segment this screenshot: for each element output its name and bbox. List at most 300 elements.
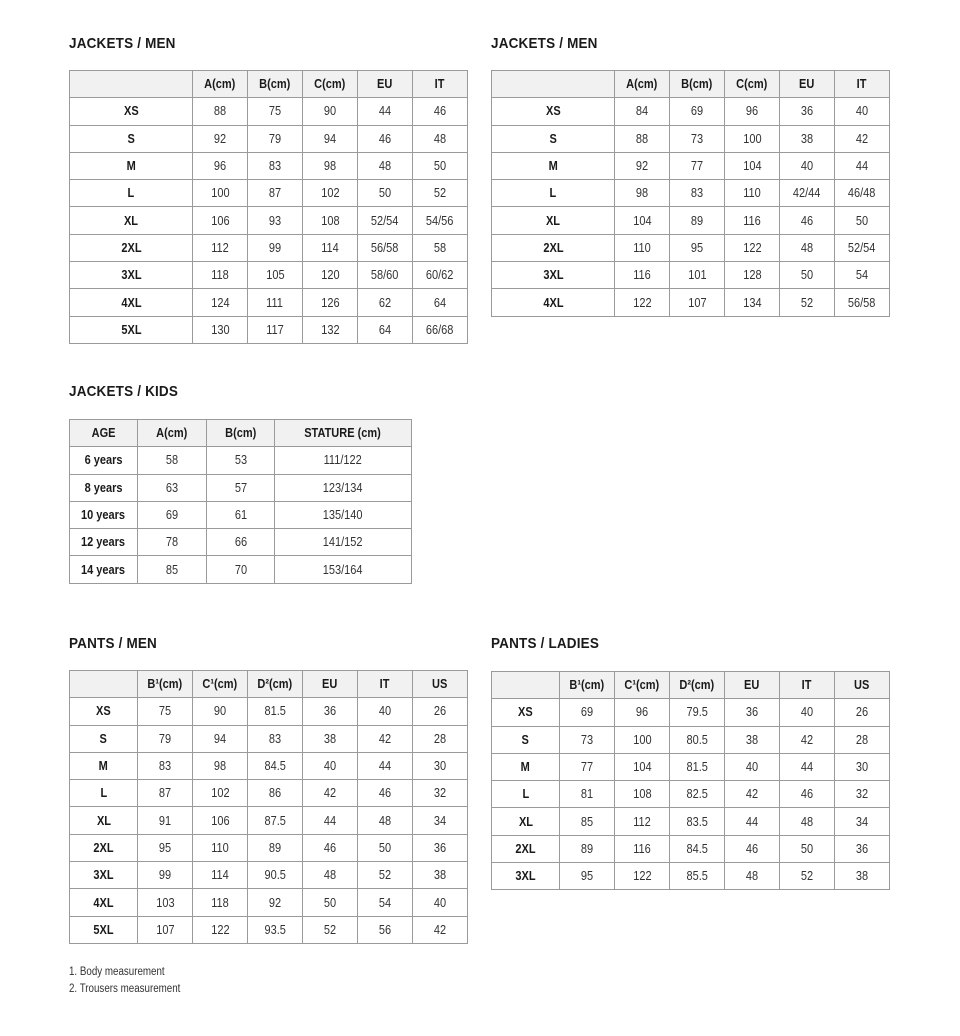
measurement-cell [780,98,835,125]
measurement-cell [670,152,725,179]
measurement-cell [138,752,193,779]
cell-value: 77 [690,159,704,174]
measurement-cell [248,889,303,916]
cell-value: 66 [234,535,247,550]
column-header [138,420,207,447]
measurement-cell [413,834,468,861]
measurement-cell [207,474,275,501]
size-label-cell [492,180,615,207]
header-row [70,671,468,698]
measurement-cell [560,699,615,726]
cell-value: 36 [855,841,869,856]
cell-value: 98 [635,186,649,201]
measurement-cell [780,234,835,261]
measurement-cell [413,752,468,779]
size-label-cell [70,234,193,261]
measurement-cell [138,501,207,528]
cell-value: 52/54 [371,213,399,228]
measurement-cell [725,808,780,835]
cell-value: 101 [687,268,707,283]
column-header-label: A(cm) [626,77,658,92]
column-header-label: US [432,677,448,692]
measurement-cell [670,262,725,289]
measurement-cell [248,725,303,752]
cell-value: 110 [211,840,229,855]
cell-value: 4XL [93,895,114,910]
cell-value: 102 [210,786,230,801]
measurement-cell [358,234,413,261]
cell-value: 75 [158,704,172,719]
measurement-cell [248,180,303,207]
cell-value: 98 [213,759,227,774]
cell-value: 85 [165,562,179,577]
measurement-cell [358,125,413,152]
measurement-cell [835,98,890,125]
cell-value: L [549,186,557,201]
cell-value: 48 [433,131,447,146]
cell-value: 106 [210,813,230,828]
cell-value: 90 [323,104,337,119]
cell-value: 95 [690,240,704,255]
measurement-cell [303,316,358,343]
cell-value: 42 [800,732,814,747]
measurement-cell [780,125,835,152]
cell-value: S [127,131,135,146]
cell-value: 77 [580,760,594,775]
cell-value: 46 [745,841,759,856]
cell-value: 46 [800,787,814,802]
cell-value: 52 [800,869,814,884]
cell-value: 40 [800,159,814,174]
cell-value: 46 [433,104,447,119]
column-header-label: B¹(cm) [147,677,183,692]
measurement-cell [193,834,248,861]
measurement-cell [248,780,303,807]
measurement-cell [303,152,358,179]
cell-value: 50 [800,841,814,856]
table-row [492,781,890,808]
measurement-cell [835,753,890,780]
measurement-cell [248,125,303,152]
size-label-cell [70,316,193,343]
size-label-cell [70,780,138,807]
cell-value: 46 [378,786,392,801]
cell-value: 52/54 [848,240,876,255]
cell-value: 46/48 [848,186,876,201]
column-header [70,671,138,698]
measurement-cell [670,207,725,234]
cell-value: 2XL [93,840,114,855]
measurement-cell [358,780,413,807]
measurement-cell [725,125,780,152]
measurement-cell [835,781,890,808]
cell-value: 38 [433,868,447,883]
cell-value: 79.5 [686,705,708,720]
cell-value: 89 [690,213,704,228]
cell-value: 123/134 [323,480,363,495]
measurement-cell [358,889,413,916]
cell-value: 36 [800,104,814,119]
cell-value: 52 [433,186,447,201]
size-label-cell [492,125,615,152]
measurement-cell [670,289,725,316]
measurement-cell [358,807,413,834]
table-row [70,556,412,583]
cell-value: 28 [433,731,447,746]
cell-value: 122 [742,240,762,255]
column-header-label: STATURE (cm) [304,426,382,441]
measurement-cell [138,698,193,725]
measurement-cell [138,807,193,834]
cell-value: 107 [155,922,175,937]
measurement-cell [303,289,358,316]
table-row [70,725,468,752]
column-header [275,420,412,447]
table-row [492,207,890,234]
measurement-cell [193,752,248,779]
cell-value: 135/140 [323,508,363,523]
table-row [492,753,890,780]
table-row [70,780,468,807]
header-row [70,71,468,98]
column-header [70,71,193,98]
measurement-cell [780,152,835,179]
cell-value: 84 [635,104,649,119]
cell-value: 110 [743,186,761,201]
cell-value: 44 [378,104,392,119]
cell-value: 46 [800,213,814,228]
column-header [725,672,780,699]
table-row [70,289,468,316]
jackets-men-table-2 [491,70,890,317]
cell-value: 102 [320,186,340,201]
column-header-label: C(cm) [736,77,768,92]
cell-value: 111 [266,295,284,310]
measurement-cell [193,207,248,234]
cell-value: 50 [323,895,337,910]
cell-value: XS [518,705,533,720]
measurement-cell [615,289,670,316]
measurement-cell [725,207,780,234]
column-header-label: B(cm) [224,426,257,441]
measurement-cell [725,152,780,179]
cell-value: 117 [266,322,284,337]
measurement-cell [358,98,413,125]
header-row [492,71,890,98]
size-label-cell [492,781,560,808]
cell-value: 88 [213,104,227,119]
cell-value: 95 [158,840,172,855]
measurement-cell [835,234,890,261]
size-label-cell [70,125,193,152]
cell-value: 122 [632,869,652,884]
measurement-cell [725,98,780,125]
cell-value: 104 [632,213,652,228]
cell-value: XL [96,813,111,828]
cell-value: 48 [323,868,337,883]
measurement-cell [725,699,780,726]
measurement-cell [138,780,193,807]
cell-value: 40 [800,705,814,720]
cell-value: 89 [580,841,594,856]
cell-value: 3XL [542,268,564,283]
column-header-label: A(cm) [156,426,188,441]
column-header [615,71,670,98]
measurement-cell [275,447,412,474]
measurement-cell [670,98,725,125]
column-header [615,672,670,699]
table-row [492,234,890,261]
column-header [358,671,413,698]
cell-value: 56/58 [371,240,399,255]
size-label-cell [70,916,138,943]
cell-value: 46 [323,840,337,855]
cell-value: 100 [632,732,652,747]
measurement-cell [248,698,303,725]
column-header-label: A(cm) [204,77,236,92]
size-label-cell [70,556,138,583]
measurement-cell [193,152,248,179]
measurement-cell [780,863,835,890]
cell-value: 60/62 [426,268,454,283]
measurement-cell [725,726,780,753]
size-label-cell [70,501,138,528]
cell-value: 78 [165,535,179,550]
size-label-cell [70,152,193,179]
measurement-cell [248,262,303,289]
cell-value: 50 [378,186,392,201]
measurement-cell [725,781,780,808]
cell-value: 94 [213,731,227,746]
cell-value: 103 [155,895,175,910]
cell-value: XL [518,814,533,829]
size-label-cell [70,447,138,474]
cell-value: 116 [633,841,651,856]
measurement-cell [138,889,193,916]
cell-value: 56 [378,922,392,937]
cell-value: 44 [855,159,869,174]
column-header [560,672,615,699]
cell-value: 116 [633,268,651,283]
size-label-cell [70,98,193,125]
cell-value: 14 years [81,562,126,577]
cell-value: 83 [690,186,704,201]
column-header [780,71,835,98]
cell-value: 81.5 [686,760,708,775]
measurement-cell [138,556,207,583]
cell-value: 42 [745,787,759,802]
cell-value: 2XL [542,240,564,255]
column-header-label: B¹(cm) [569,678,605,693]
table-row [70,862,468,889]
size-label-cell [70,752,138,779]
size-label-cell [492,98,615,125]
measurement-cell [207,501,275,528]
cell-value: 116 [743,213,761,228]
header-row [492,672,890,699]
cell-value: 42 [855,131,869,146]
measurement-cell [780,753,835,780]
cell-value: 83 [158,759,172,774]
cell-value: 2XL [120,240,142,255]
cell-value: 92 [268,895,282,910]
cell-value: 104 [742,159,762,174]
cell-value: 122 [210,922,230,937]
measurement-cell [615,180,670,207]
cell-value: 42/44 [793,186,821,201]
cell-value: 32 [855,787,869,802]
measurement-cell [780,180,835,207]
size-label-cell [492,863,560,890]
cell-value: 56/58 [848,295,876,310]
measurement-cell [303,180,358,207]
measurement-cell [413,180,468,207]
measurement-cell [248,98,303,125]
cell-value: 50 [433,159,447,174]
column-header-label: C¹(cm) [624,678,660,693]
measurement-cell [413,152,468,179]
footnote-body-measurement: 1. Body measurement [69,966,165,978]
cell-value: 46 [378,131,392,146]
measurement-cell [303,234,358,261]
cell-value: 88 [635,131,649,146]
cell-value: 96 [213,159,227,174]
column-header-label: C¹(cm) [202,677,238,692]
cell-value: 50 [855,213,869,228]
measurement-cell [615,835,670,862]
measurement-cell [725,753,780,780]
cell-value: 132 [320,322,340,337]
table-row [70,698,468,725]
size-label-cell [70,289,193,316]
table-row [492,125,890,152]
size-label-cell [70,474,138,501]
cell-value: 61 [234,508,247,523]
measurement-cell [303,725,358,752]
cell-value: 44 [378,759,392,774]
cell-value: 111/122 [323,453,363,468]
measurement-cell [780,726,835,753]
cell-value: 3XL [93,868,114,883]
table-row [70,889,468,916]
measurement-cell [670,808,725,835]
measurement-cell [560,781,615,808]
cell-value: 87 [268,186,282,201]
cell-value: 114 [321,240,339,255]
measurement-cell [138,834,193,861]
cell-value: 28 [855,732,869,747]
measurement-cell [670,753,725,780]
cell-value: 69 [165,508,179,523]
measurement-cell [670,726,725,753]
size-label-cell [492,262,615,289]
cell-value: 90 [213,704,227,719]
cell-value: 48 [378,159,392,174]
measurement-cell [303,862,358,889]
measurement-cell [248,316,303,343]
size-label-cell [70,889,138,916]
cell-value: 104 [632,760,652,775]
cell-value: 64 [378,322,392,337]
measurement-cell [303,698,358,725]
cell-value: 112 [633,814,651,829]
cell-value: 126 [320,295,340,310]
measurement-cell [615,699,670,726]
column-header-label: EU [744,678,760,693]
column-header [835,672,890,699]
table-row [492,808,890,835]
pants-ladies-title: PANTS / LADIES [491,635,600,652]
measurement-cell [413,725,468,752]
cell-value: 79 [158,731,172,746]
measurement-cell [303,752,358,779]
table-row [492,863,890,890]
column-header [725,71,780,98]
size-label-cell [492,152,615,179]
column-header-label: EU [377,77,393,92]
column-header [780,672,835,699]
table-row [70,807,468,834]
cell-value: 64 [433,295,447,310]
cell-value: 153/164 [323,562,363,577]
measurement-cell [780,835,835,862]
measurement-cell [138,916,193,943]
footnote-trousers-measurement: 2. Trousers measurement [69,983,181,995]
table-row [70,916,468,943]
measurement-cell [835,207,890,234]
cell-value: 94 [323,131,337,146]
measurement-cell [615,207,670,234]
size-label-cell [70,725,138,752]
measurement-cell [413,862,468,889]
column-header [248,671,303,698]
measurement-cell [413,207,468,234]
measurement-cell [303,916,358,943]
cell-value: 108 [320,213,340,228]
table-row [70,834,468,861]
measurement-cell [193,807,248,834]
column-header-label: EU [799,77,815,92]
column-header [207,420,275,447]
measurement-cell [207,447,275,474]
measurement-cell [835,152,890,179]
table-row [492,262,890,289]
measurement-cell [780,207,835,234]
cell-value: 12 years [81,535,126,550]
cell-value: 44 [745,814,759,829]
column-header [193,71,248,98]
column-header [670,672,725,699]
measurement-cell [358,862,413,889]
cell-value: 79 [268,131,282,146]
size-label-cell [70,862,138,889]
measurement-cell [193,316,248,343]
measurement-cell [413,234,468,261]
cell-value: 114 [211,868,229,883]
cell-value: 38 [800,131,814,146]
column-header [413,671,468,698]
cell-value: 5XL [93,922,114,937]
cell-value: 26 [855,705,869,720]
measurement-cell [413,780,468,807]
cell-value: L [522,787,529,802]
cell-value: 52 [378,868,392,883]
table-row [492,180,890,207]
column-header [492,672,560,699]
cell-value: 44 [323,813,337,828]
column-header-label: D²(cm) [257,677,293,692]
measurement-cell [193,98,248,125]
